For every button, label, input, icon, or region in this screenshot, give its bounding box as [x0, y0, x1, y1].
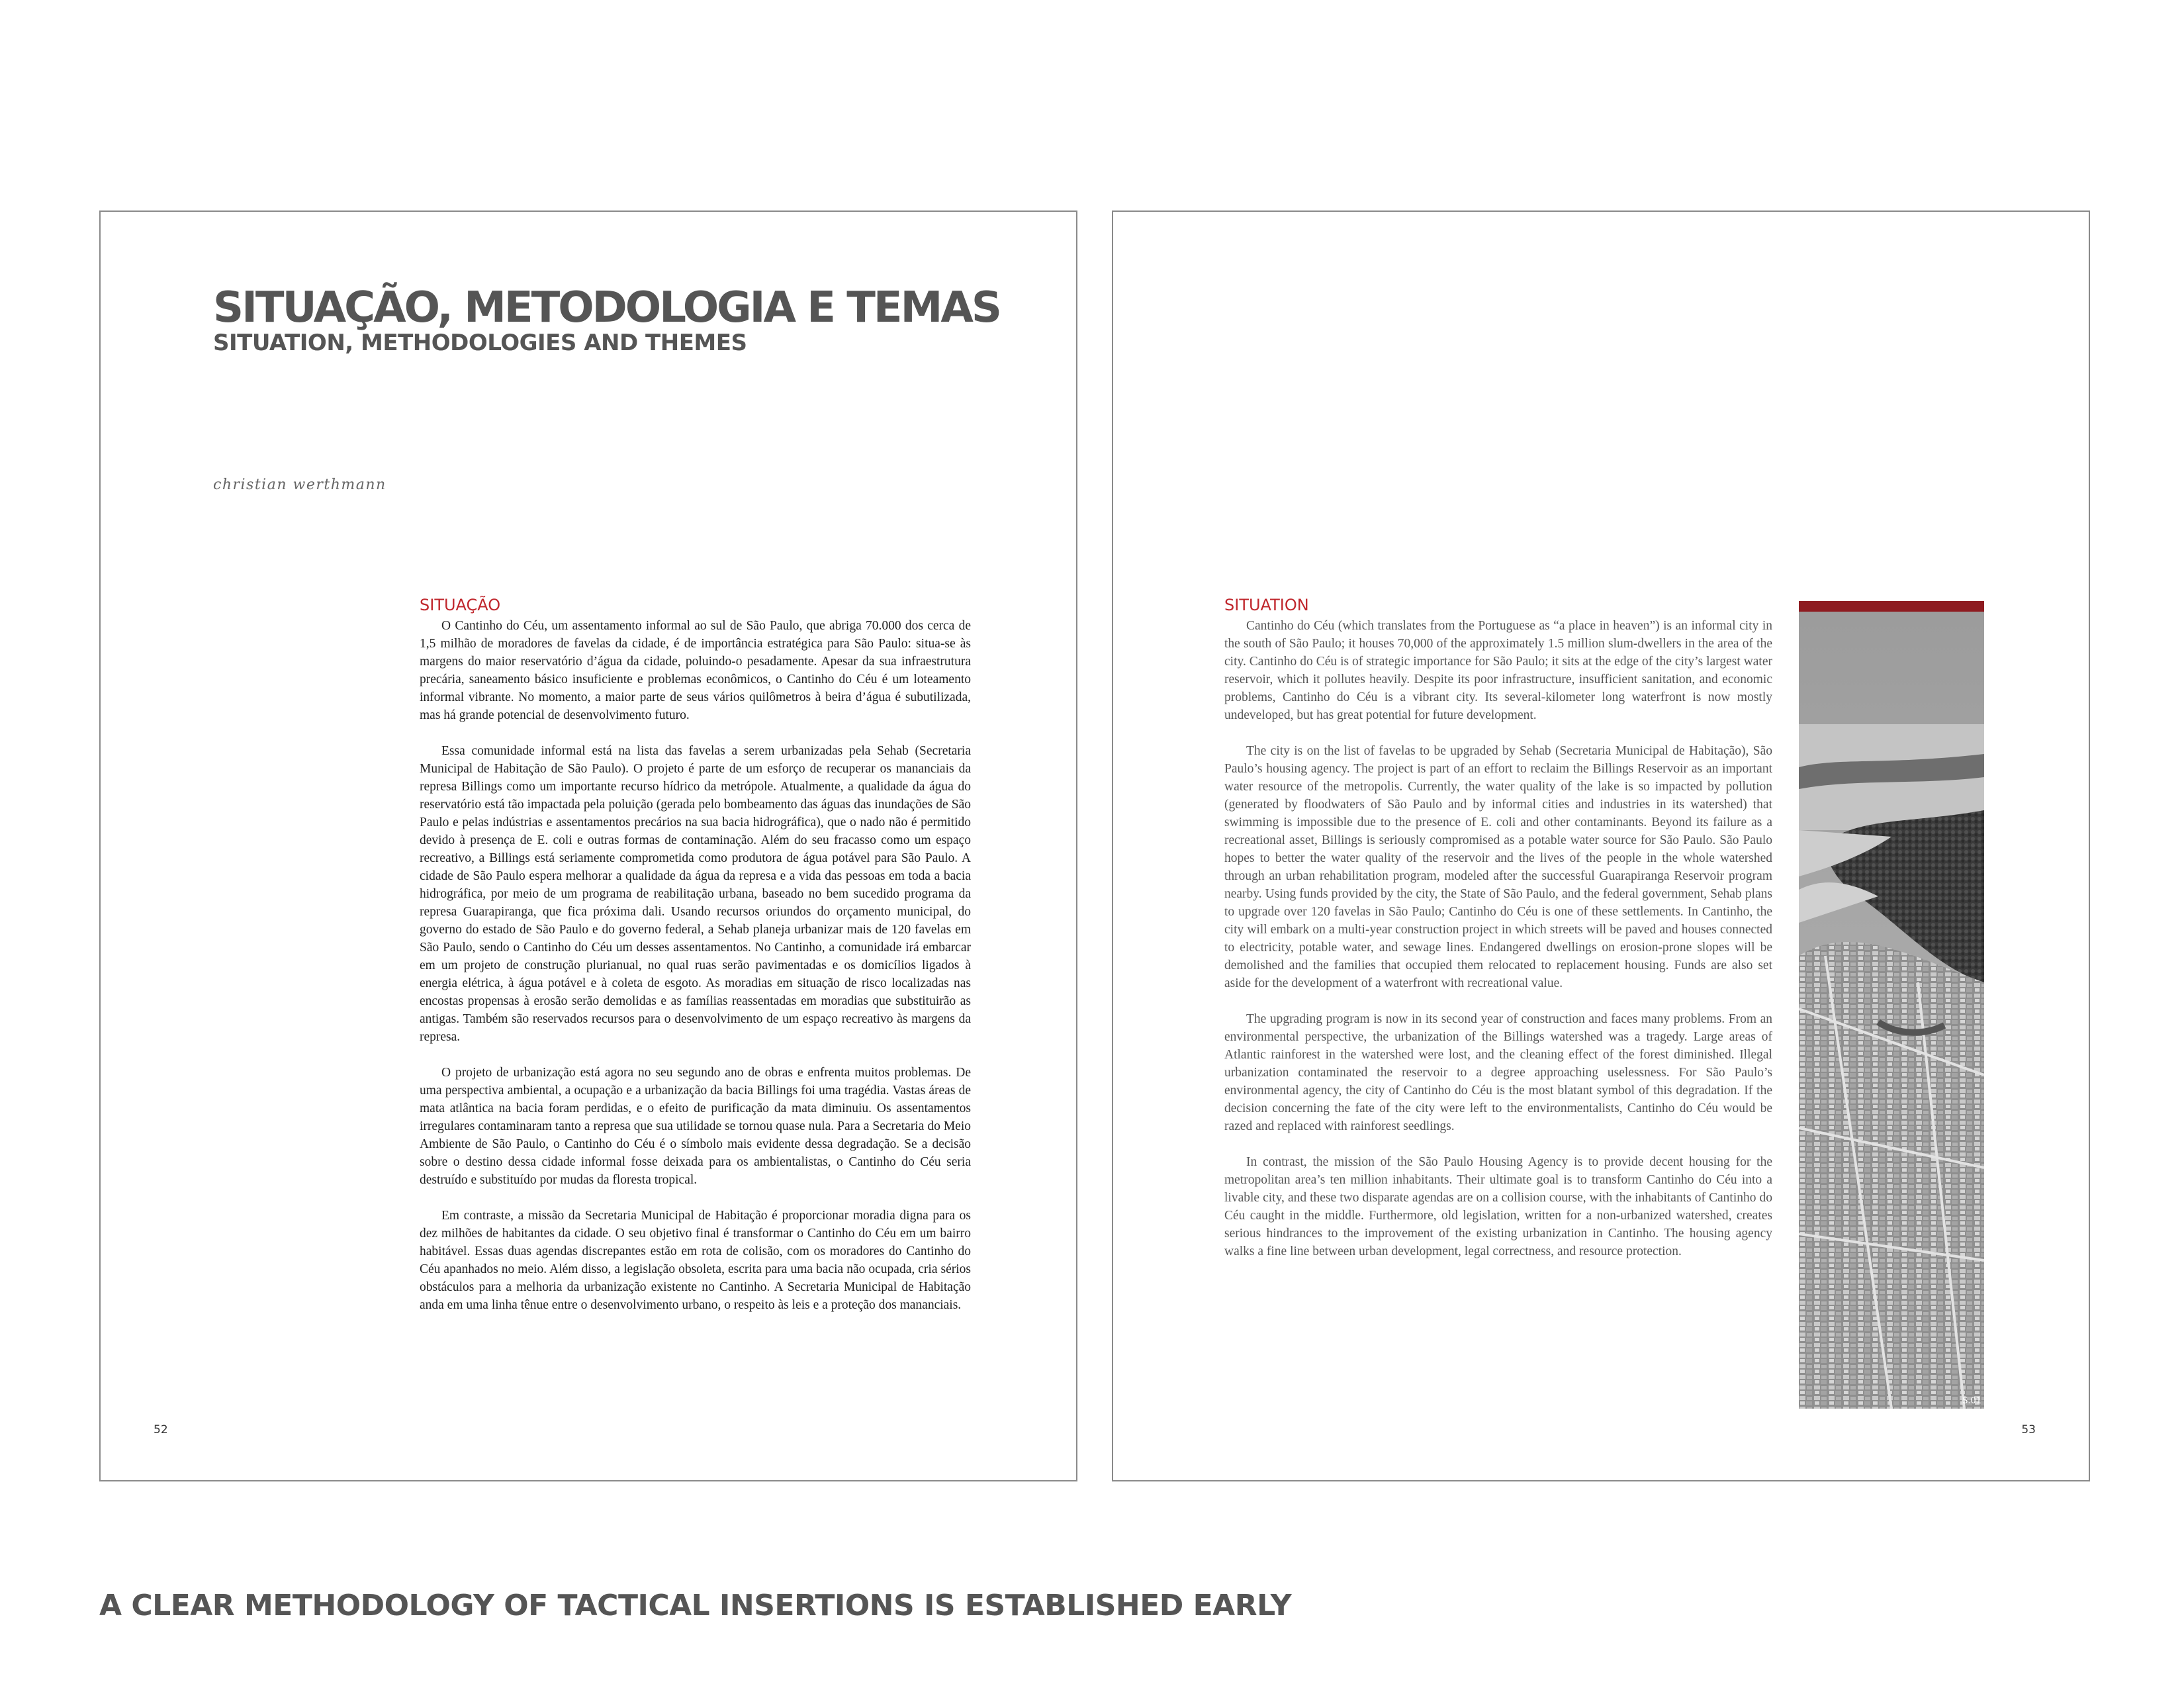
section-heading: SITUAÇÃO [420, 596, 501, 614]
left-page [99, 211, 1077, 1481]
paragraph: O projeto de urbanização está agora no seu segundo ano de obras e enfrenta muitos problemas. De uma perspectiva ambiental, a ocupação e a urbanização da bacia Billings foi uma tragédia. Vastas áreas de mata atlântica na bacia foram perdidas, e o efeito de purificação da mata diminuiu. Os assentamentos irregulares contaminaram tanto a represa que sua utilidade se tornou quase nula. Para a Secretaria do Meio Ambiente de São Paulo, o Cantinho do Céu é o símbolo mais evidente dessa degradação. Se a decisão sobre o destino dessa cidade informal fosse deixada para os ambientalistas, o Cantinho do Céu seria destruído e substituído por mudas da floresta tropical. [420, 1066, 971, 1187]
body-text-pt [420, 617, 971, 1332]
aerial-photo [1799, 601, 1984, 1409]
paragraph: O Cantinho do Céu, um assentamento informal ao sul de São Paulo, que abriga 70.000 dos cerca de 1,5 milhão de moradores de favelas da cidade, é de importância estratégica para São Paulo: situa-se às margens do maior reservatório d’água da cidade, poluindo-o pesadamente. Apesar da sua infraestrutura precária, saneamento básico insuficiente e problemas econômicos, o Cantinho do Céu é um loteamento informal vibrante. No momento, a maior parte de seus vários quilômetros à beira d’água é subutilizada, mas há grande potencial de desenvolvimento futuro. [420, 619, 971, 722]
paragraph: In contrast, the mission of the São Paulo Housing Agency is to provide decent housing for the metropolitan area’s ten million inhabitants. Their ultimate goal is to transform Cantinho do Céu into a livable city, and these two disparate agendas are on a collision course, with the inhabitants of Cantinho do Céu caught in the middle. Furthermore, old legislation, written for a non-urbanized watershed, creates serious hindrances to the improvement of the existing urbanization in Cantinho. The housing agency walks a fine line between urban development, legal correctness, and resource protection. [1224, 1155, 1772, 1258]
paragraph: The city is on the list of favelas to be upgraded by Sehab (Secretaria Municipal de Habitação), São Paulo’s housing agency. The project is part of an effort to reclaim the Billings Reservoir as an important water resource of the metropolis. Currently, the water quality of the lake is so impacted by pollution (generated by floodwaters of São Paulo and by informal cities and industries in its watershed) that swimming is impossible due to the presence of E. coli and other contaminants. Beyond its failure as a recreational asset, Billings is seriously compromised as a potable water source for São Paulo. São Paulo hopes to better the water quality of the reservoir and the lives of the people in the whole watershed through an urban rehabilitation program, modeled after the successful Guarapiranga Reservoir program nearby. Using funds provided by the city, the State of São Paulo, and the federal government, Sehab plans to upgrade over 120 favelas in São Paulo; Cantinho do Céu is one of these settlements. In Cantinho, the city will embark on a multi-year construction project in which streets will be paved and houses connected to electricity, potable water, and sewage lines. Endangered dwellings on erosion-prone slopes will be demolished and the families that occupied them relocated to replacement housing. Funds are also set aside for the development of a waterfront with recreational value. [1224, 744, 1772, 990]
page-number: 53 [2021, 1423, 2036, 1436]
right-page [1112, 211, 2090, 1481]
body-text-en [1224, 617, 1772, 1278]
photo-accent-band [1799, 601, 1984, 612]
paragraph: The upgrading program is now in its second year of construction and faces many problems. From an environmental perspective, the urbanization of the Billings watershed was a tragedy. Large areas of Atlantic rainforest in the watershed were lost, and the cleaning effect of the forest diminished. Illegal urbanization contaminated the reservoir to a degree approaching uselessness. For São Paulo’s environmental agency, the city of Cantinho do Céu is the most blatant symbol of this degradation. If the decision concerning the fate of the city were left to the environmentalists, Cantinho do Céu would be razed and replaced with rainforest seedlings. [1224, 1012, 1772, 1133]
page-subtitle: SITUATION, METHODOLOGIES AND THEMES [213, 330, 747, 356]
author-name: christian werthmann [213, 477, 387, 493]
photo-code: S.01 [1962, 1396, 1981, 1406]
aerial-photo-image [1799, 612, 1984, 1409]
paragraph: Em contraste, a missão da Secretaria Municipal de Habitação é proporcionar moradia digna para os dez milhões de habitantes da cidade. O seu objetivo final é transformar o Cantinho do Céu em um bairro habitável. Essas duas agendas discrepantes estão em rota de colisão, com os moradores do Cantinho do Céu apanhados no meio. Além disso, a legislação obsoleta, escrita para uma bacia não ocupada, cria sérios obstáculos para a melhoria da urbanização existente no Cantinho. A Secretaria Municipal de Habitação anda em uma linha tênue entre o desenvolvimento urbano, o respeito às leis e a proteção dos mananciais. [420, 1209, 971, 1312]
paragraph: Essa comunidade informal está na lista das favelas a serem urbanizadas pela Sehab (Secretaria Municipal de Habitação de São Paulo). O projeto é parte de um esforço de recuperar os mananciais da represa Billings como um importante recurso hídrico da metrópole. Atualmente, a qualidade da água do reservatório está tão impactada pela poluição (gerada pelo bombeamento das águas das inundações de São Paulo e pelas indústrias e assentamentos precários na sua bacia hidrográfica), que o nado não é permitido devido à presença de E. coli e outras formas de contaminação. Além do seu fracasso como um espaço recreativo, a Billings está seriamente comprometida como produtora de água potável para São Paulo. A cidade de São Paulo espera melhorar a qualidade da água da represa e a vida das pessoas em toda a bacia hidrográfica, por meio de um programa de reabilitação urbana, baseado no bem sucedido programa da represa Guarapiranga, que fica próxima dali. Usando recursos oriundos do orçamento municipal, do governo do estado de São Paulo e do governo federal, a Sehab planeja urbanizar mais de 120 favelas em São Paulo, sendo o Cantinho do Céu um desses assentamentos. No Cantinho, a comunidade irá embarcar em um projeto de construção plurianual, no qual ruas serão pavimentadas e os domicílios ligados à energia elétrica, à água potável e à coleta de esgoto. As moradias em situação de risco localizadas nas encostas propensas à erosão serão demolidas e as famílias reassentadas em moradias que substituirão as antigas. Também são reservados recursos para o desenvolvimento de um espaço recreativo às margens da represa. [420, 744, 971, 1044]
slide-caption: A CLEAR METHODOLOGY OF TACTICAL INSERTIONS IS ESTABLISHED EARLY [99, 1589, 1292, 1622]
paragraph: Cantinho do Céu (which translates from the Portuguese as “a place in heaven”) is an informal city in the south of São Paulo; it houses 70,000 of the approximately 1.5 million slum-dwellers in the area of the city. Cantinho do Céu is of strategic importance for São Paulo; it sits at the edge of the city’s largest water reservoir, which it pollutes heavily. Despite its poor infrastructure, insufficient sanitation, and economic problems, Cantinho do Céu is a vibrant city. Its several-kilometer long waterfront is now mostly undeveloped, but has great potential for future development. [1224, 619, 1772, 722]
page-number: 52 [154, 1423, 168, 1436]
section-heading: SITUATION [1224, 596, 1309, 614]
page-title: SITUAÇÃO, METODOLOGIA E TEMAS [213, 283, 1000, 332]
